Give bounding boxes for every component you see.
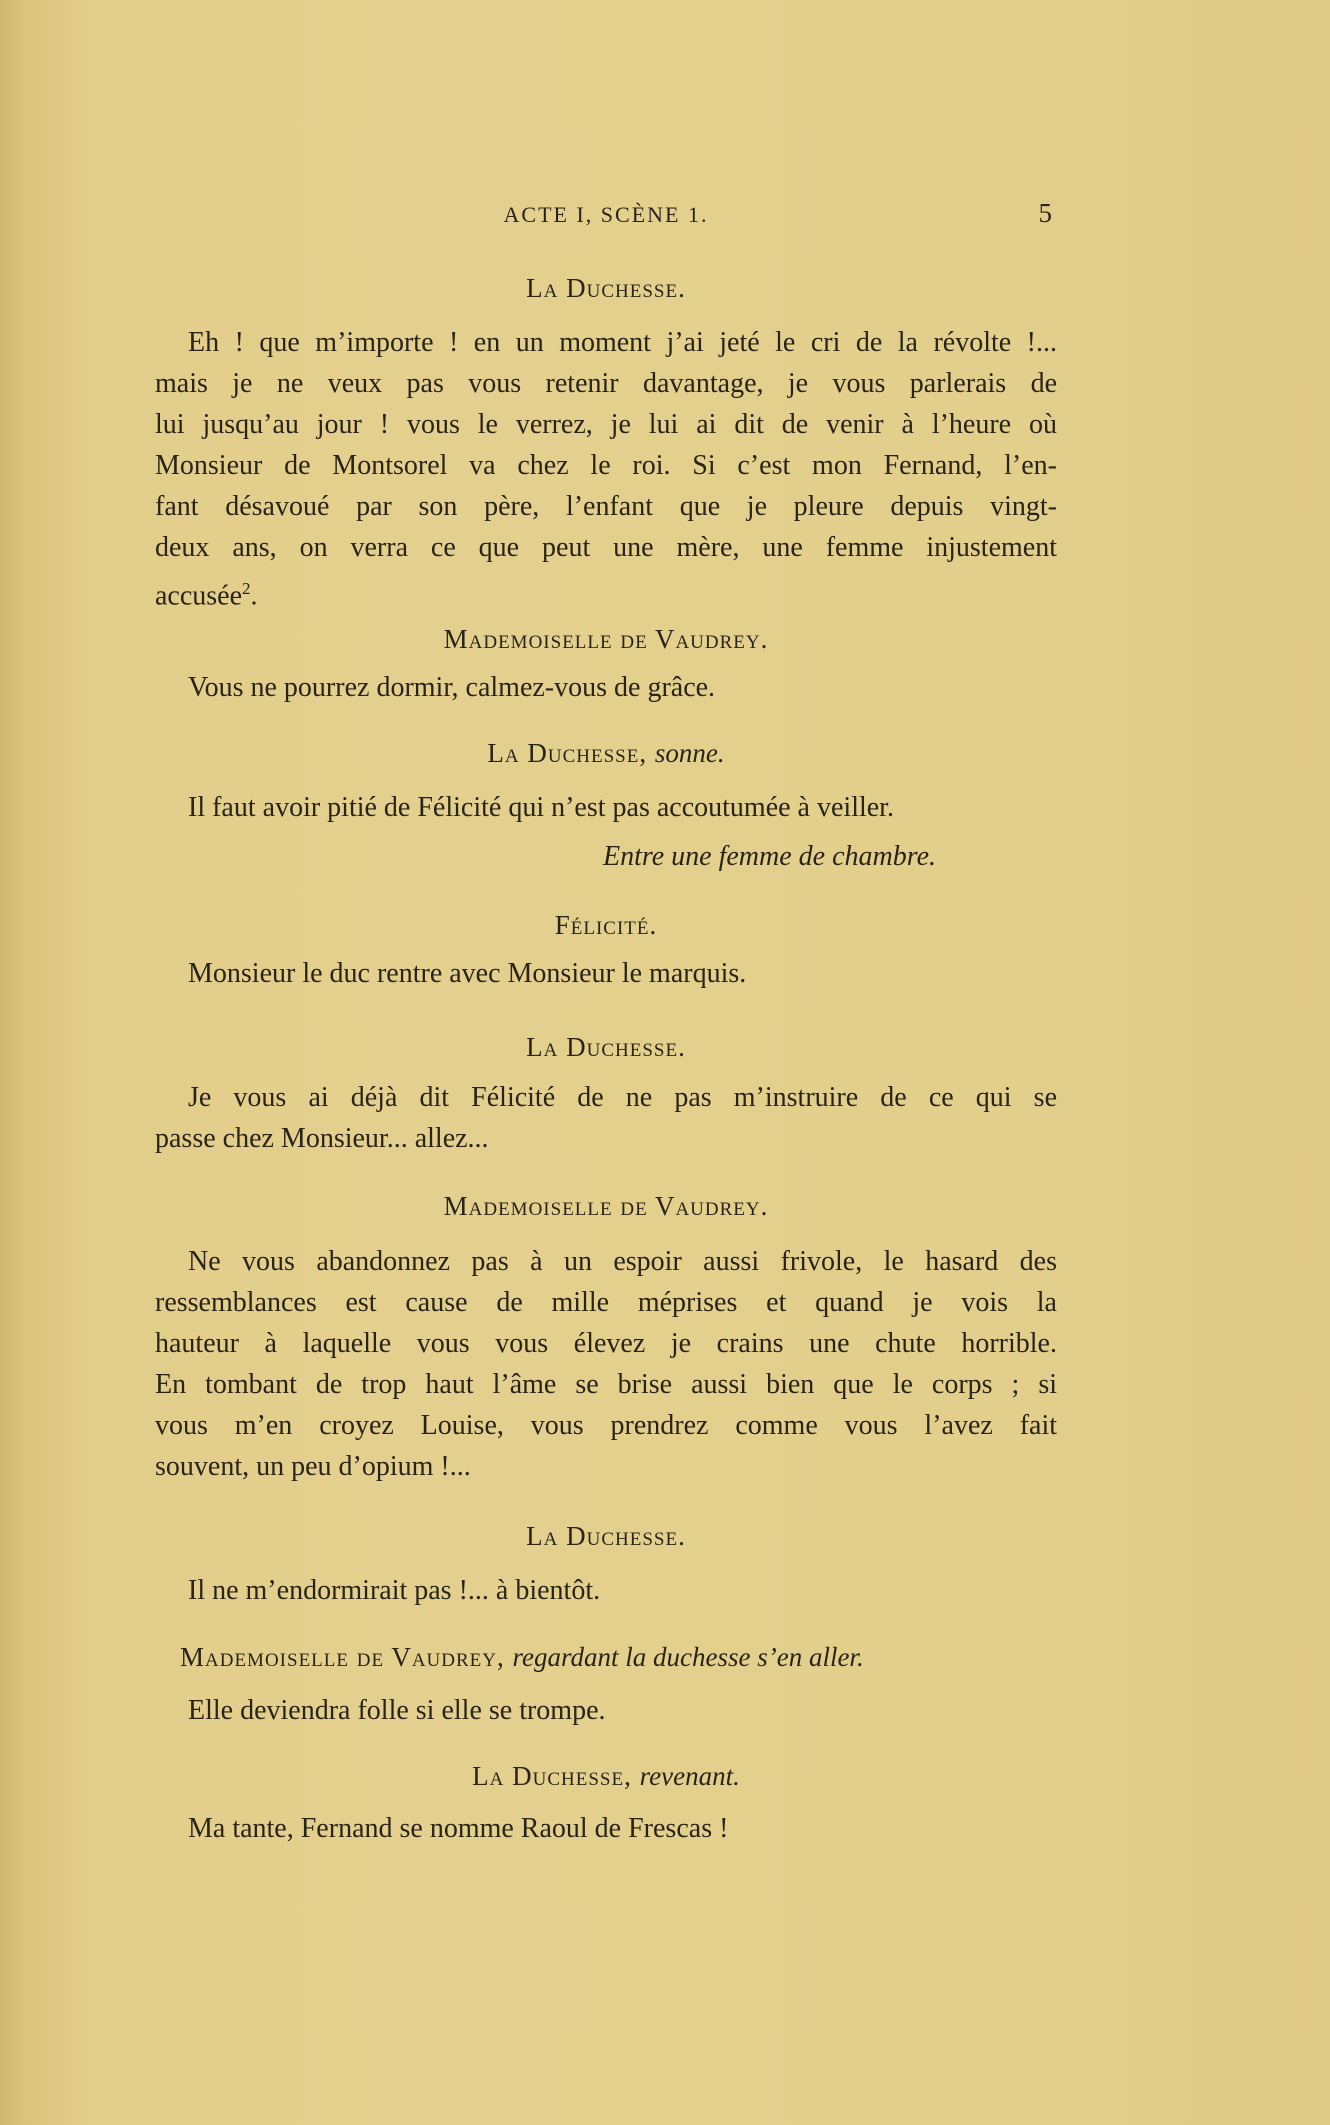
speaker-name: La Duchesse, [487, 738, 648, 768]
speaker-name: Mademoiselle de Vaudrey. [443, 1191, 769, 1221]
stage-direction: sonne. [654, 738, 725, 768]
text-line: Monsieur le duc rentre avec Monsieur le marquis. [188, 958, 747, 989]
text-line: Vous ne pourrez dormir, calmez-vous de grâce. [188, 672, 716, 703]
stage-direction: Entre une femme de chambre. [603, 841, 937, 872]
text-line: Il faut avoir pitié de Félicité qui n’est pas accoutumée à veiller. [188, 792, 894, 823]
speaker-name: Mademoiselle de Vaudrey, [180, 1642, 505, 1672]
text-line: lui jusqu’au jour ! vous le verrez, je lui ai dit de venir à l’heure où [155, 409, 1057, 440]
text-line: En tombant de trop haut l’âme se brise aussi bien que le corps ; si [155, 1369, 1057, 1400]
speaker-name: Félicité. [554, 910, 658, 940]
speaker-name: La Duchesse, [472, 1761, 632, 1791]
footnote-mark[interactable]: 2 [242, 579, 251, 598]
speaker-line [180, 1637, 1082, 1677]
text-line [155, 569, 1057, 616]
text-fragment: accusée [155, 580, 243, 612]
text-line: vous m’en croyez Louise, vous prendrez comme vous l’avez fait [155, 1410, 1057, 1441]
speaker-line [155, 733, 1057, 773]
text-line: Elle deviendra folle si elle se trompe. [188, 1695, 606, 1726]
text-line: Il ne m’endormirait pas !... à bientôt. [188, 1575, 601, 1606]
speaker-name: La Duchesse. [526, 1032, 686, 1062]
text-line: souvent, un peu d’opium !... [155, 1451, 471, 1482]
text-line: Ne vous abandonnez pas à un espoir aussi frivole, le hasard des [188, 1246, 1057, 1277]
text-line: Monsieur de Montsorel va chez le roi. Si c’est mon Fernand, l’en- [155, 450, 1057, 481]
text-line: ressemblances est cause de mille méprises et quand je vois la [155, 1287, 1057, 1318]
speaker-name: La Duchesse. [526, 1521, 686, 1551]
page-text [155, 0, 1057, 2125]
text-line: mais je ne veux pas vous retenir davantage, je vous parlerais de [155, 368, 1057, 399]
page-number: 5 [1038, 198, 1052, 228]
text-fragment: . [250, 580, 258, 612]
stage-direction: revenant. [639, 1761, 740, 1791]
text-line: fant désavoué par son père, l’enfant que je pleure depuis vingt- [155, 491, 1057, 522]
stage-direction: regardant la duchesse s’en aller. [512, 1642, 864, 1672]
text-line: deux ans, on verra ce que peut une mère, une femme injustement [155, 532, 1057, 563]
text-line: Eh ! que m’importe ! en un moment j’ai jeté le cri de la révolte !... [188, 327, 1057, 358]
text-line: Ma tante, Fernand se nomme Raoul de Frescas ! [188, 1813, 729, 1844]
text-line: passe chez Monsieur... allez... [155, 1123, 489, 1154]
speaker-name: La Duchesse. [526, 273, 686, 303]
text-line: hauteur à laquelle vous vous élevez je crains une chute horrible. [155, 1328, 1057, 1359]
speaker-name: Mademoiselle de Vaudrey. [443, 624, 769, 654]
running-header: ACTE I, SCÈNE 1. [503, 202, 709, 227]
speaker-line [155, 1756, 1057, 1796]
text-line: Je vous ai déjà dit Félicité de ne pas m’instruire de ce qui se [188, 1082, 1057, 1113]
